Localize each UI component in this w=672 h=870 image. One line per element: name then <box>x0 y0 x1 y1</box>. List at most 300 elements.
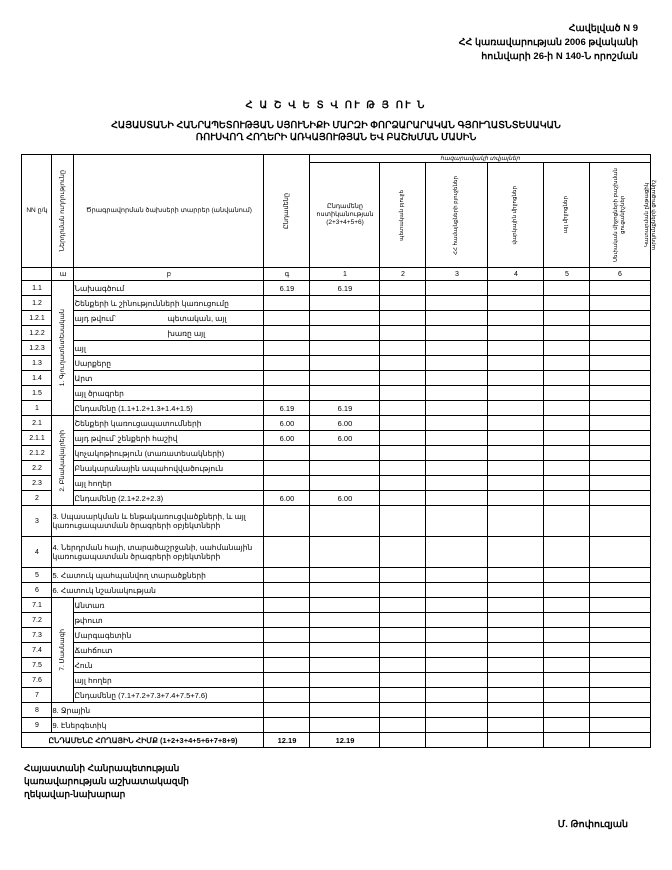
table-row <box>22 281 650 296</box>
row-nn: 3 <box>22 506 52 537</box>
row-sum <box>310 537 380 568</box>
group-label-7-text: 7. Մասնագի <box>58 629 66 671</box>
row-state <box>380 613 426 628</box>
group-label-2-text: 2. Բնակավայրերի <box>58 429 66 492</box>
row-international <box>488 371 544 386</box>
row-name: Հուն <box>74 658 264 673</box>
row-name: 5. Հատուկ պահպանվող տարածքների <box>52 568 264 583</box>
table-row <box>22 568 650 583</box>
row-name: այլ <box>74 341 264 356</box>
row-nn: 2.1.1 <box>22 431 52 446</box>
row-other <box>544 371 590 386</box>
row-extra <box>590 371 650 386</box>
row-nn: 4 <box>22 537 52 568</box>
row-international <box>488 326 544 341</box>
table-row <box>22 583 650 598</box>
row-name: 3. Սպասարկման և ենթակառուցվածքների, և այլ կառուցապատման ծրագրերի օբյեկտների <box>52 506 264 537</box>
row-name: Ընդամենը (1.1+1.2+1.3+1.4+1.5) <box>74 401 264 416</box>
row-name: կոչակոթիություն (տառատեսակների) <box>74 446 264 461</box>
row-other <box>544 341 590 356</box>
row-name: Արտ <box>74 371 264 386</box>
group-label-7 <box>52 598 74 703</box>
row-other <box>544 431 590 446</box>
row-other <box>544 491 590 506</box>
row-state <box>380 386 426 401</box>
table-body <box>22 281 650 748</box>
header-state-budget <box>380 163 426 268</box>
row-total <box>264 703 310 718</box>
table-row <box>22 628 650 643</box>
row-total <box>264 658 310 673</box>
row-international <box>488 281 544 296</box>
row-other <box>544 643 590 658</box>
row-sum <box>310 583 380 598</box>
row-international <box>488 341 544 356</box>
row-name: Ընդամենը (2.1+2.2+2.3) <box>74 491 264 506</box>
row-state <box>380 718 426 733</box>
row-state <box>380 341 426 356</box>
row-nn: 6 <box>22 583 52 598</box>
row-community <box>426 416 488 431</box>
row-nn: 9 <box>22 718 52 733</box>
row-community <box>426 431 488 446</box>
row-community <box>426 476 488 491</box>
table-row <box>22 446 650 461</box>
row-sum <box>310 628 380 643</box>
row-international <box>488 598 544 613</box>
header-state-budget-label: պետական բյուջե <box>399 189 406 241</box>
row-community <box>426 386 488 401</box>
row-sum <box>310 326 380 341</box>
row-community <box>426 356 488 371</box>
row-extra <box>590 401 650 416</box>
row-nn: 2.3 <box>22 476 52 491</box>
row-nn: 7.1 <box>22 598 52 613</box>
row-total <box>264 688 310 703</box>
row-state <box>380 583 426 598</box>
row-community <box>426 598 488 613</box>
row-extra <box>590 583 650 598</box>
row-extra <box>590 537 650 568</box>
row-extra <box>590 416 650 431</box>
row-total <box>264 583 310 598</box>
row-international <box>488 386 544 401</box>
grand-total-total: 12.19 <box>264 733 310 748</box>
row-name: 6. Հատուկ նշանակության <box>52 583 264 598</box>
row-nn: 2 <box>22 491 52 506</box>
row-international <box>488 658 544 673</box>
header-group-index-label: Ներդրման ուղղությունը <box>58 170 66 252</box>
row-other <box>544 688 590 703</box>
table-row <box>22 341 650 356</box>
row-other <box>544 583 590 598</box>
row-community <box>426 583 488 598</box>
row-extra <box>590 341 650 356</box>
header-community-budget <box>426 163 488 268</box>
row-nn: 2.1 <box>22 416 52 431</box>
row-sum <box>310 311 380 326</box>
header-extra-2-label: Կատարման ընթացիկ արդյունքների ցուցանիշ <box>643 179 657 251</box>
row-sum <box>310 688 380 703</box>
row-total <box>264 613 310 628</box>
row-extra <box>590 613 650 628</box>
table-row <box>22 643 650 658</box>
row-sum: 6.00 <box>310 491 380 506</box>
footer-line-1: Հայաստանի Հանրապետության <box>24 763 180 773</box>
row-nn: 1.2.2 <box>22 326 52 341</box>
row-extra <box>590 461 650 476</box>
colnum-3: գ <box>264 268 310 281</box>
colnum-7: 4 <box>488 268 544 281</box>
row-state <box>380 311 426 326</box>
row-other <box>544 461 590 476</box>
row-international <box>488 643 544 658</box>
row-nn: 8 <box>22 703 52 718</box>
row-sum <box>310 446 380 461</box>
row-sum: 6.19 <box>310 281 380 296</box>
row-international <box>488 416 544 431</box>
row-name <box>74 311 264 326</box>
table-row <box>22 506 650 537</box>
row-sum <box>310 371 380 386</box>
row-state <box>380 401 426 416</box>
row-name: Ճահճուտ <box>74 643 264 658</box>
table-row <box>22 356 650 371</box>
row-nn: 7.2 <box>22 613 52 628</box>
row-international <box>488 461 544 476</box>
row-nn: 7.3 <box>22 628 52 643</box>
row-community <box>426 643 488 658</box>
row-name-part-b: խառը այլ <box>167 328 206 338</box>
row-extra <box>590 446 650 461</box>
row-name-part-a: այդ թվում՝ <box>74 313 116 323</box>
row-international <box>488 583 544 598</box>
row-community <box>426 568 488 583</box>
row-other <box>544 568 590 583</box>
row-state <box>380 506 426 537</box>
row-nn: 1 <box>22 401 52 416</box>
row-international <box>488 537 544 568</box>
row-nn: 1.1 <box>22 281 52 296</box>
row-extra <box>590 476 650 491</box>
row-extra <box>590 688 650 703</box>
group-label-2 <box>52 416 74 506</box>
row-sum <box>310 461 380 476</box>
row-community <box>426 506 488 537</box>
header-international <box>488 163 544 268</box>
table-row-subtotal <box>22 491 650 506</box>
row-other <box>544 476 590 491</box>
grand-total-label: ԸՆԴԱՄԵՆԸ ՀՈՂԱՅԻՆ ՀԻՄՔ (1+2+3+4+5+6+7+8+9) <box>22 733 264 748</box>
row-state <box>380 598 426 613</box>
row-community <box>426 673 488 688</box>
row-total <box>264 598 310 613</box>
row-state <box>380 326 426 341</box>
row-name: Ընդամենը (7.1+7.2+7.3+7.4+7.5+7.6) <box>74 688 264 703</box>
row-extra <box>590 386 650 401</box>
colnum-0 <box>22 268 52 281</box>
header-international-label: վարկային միջոցներ <box>512 185 519 245</box>
table-row <box>22 296 650 311</box>
group-label-1-text: 1. Գյուղատնտեսական <box>58 309 66 387</box>
row-sum <box>310 506 380 537</box>
table-row <box>22 371 650 386</box>
header-extra-1-label: Սեփական միջոցների բաշխման ցուցանիշներ <box>613 168 626 262</box>
row-sum: 6.00 <box>310 416 380 431</box>
row-other <box>544 673 590 688</box>
row-international <box>488 673 544 688</box>
row-international <box>488 628 544 643</box>
row-state <box>380 688 426 703</box>
row-name: Շենքերի և շինությունների կառուցումը <box>74 296 264 311</box>
row-other <box>544 446 590 461</box>
row-state <box>380 356 426 371</box>
row-name: Շենքերի կառուցապատումների <box>74 416 264 431</box>
document-footer <box>0 762 672 801</box>
row-name: Մարգագետին <box>74 628 264 643</box>
row-nn: 7 <box>22 688 52 703</box>
row-total <box>264 537 310 568</box>
row-international <box>488 431 544 446</box>
footer-line-2: կառավարության աշխատակազմի <box>24 776 189 786</box>
row-state <box>380 673 426 688</box>
row-international <box>488 476 544 491</box>
grand-total-other <box>544 733 590 748</box>
row-international <box>488 613 544 628</box>
row-extra <box>590 326 650 341</box>
row-extra <box>590 718 650 733</box>
row-total <box>264 311 310 326</box>
row-nn: 2.1.2 <box>22 446 52 461</box>
row-total <box>264 476 310 491</box>
row-state <box>380 658 426 673</box>
row-total: 6.19 <box>264 281 310 296</box>
row-community <box>426 461 488 476</box>
row-name: Նախագծում <box>74 281 264 296</box>
row-extra <box>590 643 650 658</box>
row-community <box>426 491 488 506</box>
row-community <box>426 703 488 718</box>
row-sum: 6.19 <box>310 401 380 416</box>
row-extra <box>590 568 650 583</box>
row-state <box>380 371 426 386</box>
row-extra <box>590 281 650 296</box>
row-community <box>426 628 488 643</box>
row-state <box>380 628 426 643</box>
row-sum <box>310 341 380 356</box>
row-other <box>544 416 590 431</box>
grand-total-state <box>380 733 426 748</box>
row-state <box>380 431 426 446</box>
row-other <box>544 281 590 296</box>
grand-total-extra <box>590 733 650 748</box>
table-column-numbers-row <box>22 268 650 281</box>
colnum-8: 5 <box>544 268 590 281</box>
table-row <box>22 326 650 341</box>
row-international <box>488 401 544 416</box>
row-nn: 1.2.1 <box>22 311 52 326</box>
row-name: Բնակարանային ապահովվածություն <box>74 461 264 476</box>
row-international <box>488 356 544 371</box>
row-nn: 7.4 <box>22 643 52 658</box>
document-header <box>0 0 672 64</box>
header-total-label: Ընդամենը <box>282 193 290 229</box>
row-nn: 5 <box>22 568 52 583</box>
row-other <box>544 613 590 628</box>
header-line-2: ՀՀ կառավարության 2006 թվականի <box>458 37 638 48</box>
colnum-4: 1 <box>310 268 380 281</box>
header-other-label: այլ միջոցներ <box>563 196 570 234</box>
row-state <box>380 537 426 568</box>
row-other <box>544 296 590 311</box>
row-extra <box>590 703 650 718</box>
row-total <box>264 326 310 341</box>
row-sum <box>310 476 380 491</box>
table-row <box>22 598 650 613</box>
row-other <box>544 506 590 537</box>
row-nn: 1.3 <box>22 356 52 371</box>
row-other <box>544 401 590 416</box>
row-extra <box>590 673 650 688</box>
row-state <box>380 296 426 311</box>
row-total <box>264 718 310 733</box>
row-total <box>264 356 310 371</box>
row-total <box>264 341 310 356</box>
row-sum <box>310 598 380 613</box>
row-total <box>264 628 310 643</box>
colnum-5: 2 <box>380 268 426 281</box>
colnum-1: ա <box>52 268 74 281</box>
row-state <box>380 568 426 583</box>
row-state <box>380 703 426 718</box>
row-other <box>544 326 590 341</box>
row-name-part-b: պետական, այլ <box>167 313 227 323</box>
row-name: Սարքերը <box>74 356 264 371</box>
row-total <box>264 386 310 401</box>
row-community <box>426 688 488 703</box>
header-nn: NN ը/կ <box>22 155 52 268</box>
row-sum <box>310 703 380 718</box>
colnum-6: 3 <box>426 268 488 281</box>
row-community <box>426 446 488 461</box>
grand-total-community <box>426 733 488 748</box>
row-other <box>544 386 590 401</box>
row-community <box>426 613 488 628</box>
row-community <box>426 658 488 673</box>
header-other <box>544 163 590 268</box>
row-community <box>426 311 488 326</box>
table-row <box>22 416 650 431</box>
row-total: 6.00 <box>264 491 310 506</box>
page-subtitle-2: ՌՈՒՍՎՈՂ ՀՈՂԵՐԻ ԱՌԿԱՅՈՒԹՅԱՆ ԵՎ ԲԱՇԽՄԱՆ ՄԱՍԻՆ <box>195 132 477 143</box>
row-total <box>264 506 310 537</box>
group-label-1 <box>52 281 74 416</box>
row-nn: 7.5 <box>22 658 52 673</box>
table-row <box>22 703 650 718</box>
header-line-1: Հավելված N 9 <box>568 23 638 34</box>
row-name: թփուտ <box>74 613 264 628</box>
row-nn: 7.6 <box>22 673 52 688</box>
row-other <box>544 356 590 371</box>
row-other <box>544 537 590 568</box>
row-total <box>264 296 310 311</box>
row-name: 4. Ներդրման հայի, տարածաշրջանի, սահմանային կառուցապատման ծրագրերի օբյեկտների <box>52 537 264 568</box>
signature-name: Մ. Թոփուզյան <box>557 819 628 830</box>
row-name: այդ թվում՝ շենքերի հաշիվ <box>74 431 264 446</box>
header-name: Ծրագրավորման ծախսերի տարրեր (անվանում) <box>74 155 264 268</box>
row-state <box>380 491 426 506</box>
row-other <box>544 703 590 718</box>
row-nn: 1.2.3 <box>22 341 52 356</box>
table-grand-total-row <box>22 733 650 748</box>
row-total: 6.00 <box>264 416 310 431</box>
row-name: այլ հողեր <box>74 476 264 491</box>
row-extra <box>590 628 650 643</box>
row-total <box>264 446 310 461</box>
row-sum <box>310 643 380 658</box>
row-international <box>488 296 544 311</box>
row-name: այլ ծրագրեր <box>74 386 264 401</box>
row-community <box>426 296 488 311</box>
row-international <box>488 718 544 733</box>
footer-line-3: ղեկավար-նախարար <box>24 789 126 799</box>
header-extra-1 <box>590 163 650 268</box>
row-other <box>544 598 590 613</box>
header-unit-note: հազարամյակի տվյալներ <box>310 155 650 163</box>
row-extra <box>590 598 650 613</box>
row-nn: 1.5 <box>22 386 52 401</box>
row-state <box>380 416 426 431</box>
table-row <box>22 673 650 688</box>
table-unit-note-row <box>22 155 650 163</box>
table-row <box>22 537 650 568</box>
row-name <box>74 326 264 341</box>
table-row <box>22 386 650 401</box>
table-row-subtotal <box>22 688 650 703</box>
header-community-budget-label: ՀՀ համայնքների բյուջեներ <box>453 175 460 255</box>
row-sum <box>310 568 380 583</box>
row-sum: 6.00 <box>310 431 380 446</box>
header-group-index <box>52 155 74 268</box>
header-sum: Ընդամենը ոստիկանության (2+3+4+5+6) <box>310 163 380 268</box>
row-name: 8. Ջրային <box>52 703 264 718</box>
row-other <box>544 311 590 326</box>
row-total <box>264 568 310 583</box>
row-state <box>380 643 426 658</box>
row-total: 6.00 <box>264 431 310 446</box>
row-state <box>380 476 426 491</box>
row-international <box>488 688 544 703</box>
row-international <box>488 506 544 537</box>
row-international <box>488 311 544 326</box>
row-nn: 1.2 <box>22 296 52 311</box>
row-other <box>544 628 590 643</box>
colnum-2: բ <box>74 268 264 281</box>
row-other <box>544 718 590 733</box>
header-line-3: հունվարի 26-ի N 140-Ն որոշման <box>481 51 638 62</box>
row-state <box>380 446 426 461</box>
row-sum <box>310 296 380 311</box>
row-international <box>488 703 544 718</box>
row-name: 9. Էներգետիկ <box>52 718 264 733</box>
row-community <box>426 341 488 356</box>
row-community <box>426 718 488 733</box>
table-row <box>22 718 650 733</box>
row-total <box>264 643 310 658</box>
row-extra <box>590 491 650 506</box>
document-title-block <box>0 100 672 144</box>
row-extra <box>590 356 650 371</box>
